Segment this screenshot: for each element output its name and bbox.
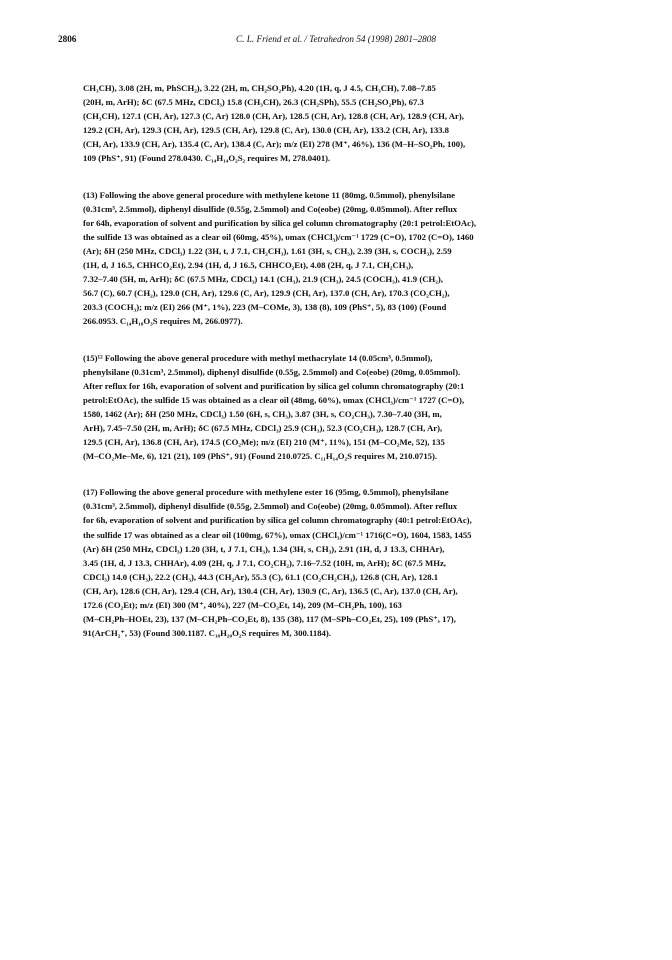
text-line: for 64h, evaporation of solvent and purification by silica gel column chromatography (20:1 petrol:EtOAc),	[83, 217, 477, 228]
text-line: (CH₃CH), 127.1 (CH, Ar), 127.3 (C, Ar) 128.0 (CH, Ar), 128.5 (CH, Ar), 128.8 (CH, Ar), 128.9 (CH, Ar),	[83, 111, 464, 122]
text-line: (Ar); δH (250 MHz, CDCl₃) 1.22 (3H, t, J 7.1, CH₂CH₃), 1.61 (3H, s, CH₃), 2.39 (3H, s, COCH₃), 2.59	[83, 245, 452, 256]
text-line: 7.32–7.40 (5H, m, ArH); δC (67.5 MHz, CDCl₃) 14.1 (CH₃), 21.9 (CH₃), 24.5 (COCH₃), 41.9 (CH₂),	[83, 274, 443, 285]
text-line: 109 (PhS⁺, 91) (Found 278.0430. C₁₄H₁₄O₂S₂ requires M, 278.0401).	[83, 153, 331, 164]
text-line: (13) Following the above general procedure with methylene ketone 11 (80mg, 0.5mmol), phenylsilane	[83, 189, 456, 200]
page-header	[58, 34, 614, 50]
text-line: After reflux for 16h, evaporation of solvent and purification by silica gel column chromatography (20:1	[83, 380, 465, 391]
text-line: for 6h, evaporation of solvent and purification by silica gel column chromatography (40:1 petrol:EtOAc),	[83, 515, 472, 526]
paragraph-compound-17	[83, 485, 591, 640]
text-line: (15)¹² Following the above general procedure with methyl methacrylate 14 (0.05cm³, 0.5mmol),	[83, 352, 433, 363]
paragraph-compound-continuation	[83, 81, 591, 166]
text-line: (M–CH₂Ph–HOEt, 23), 137 (M–CH₂Ph–CO₂Et, 8), 135 (38), 117 (M–SPh–CO₂Et, 25), 109 (PhS⁺, 17),	[83, 614, 456, 625]
text-line: the sulfide 17 was obtained as a clear oil (100mg, 67%), υmax (CHCl₃)/cm⁻¹ 1716(C=O), 1604, 1583, 1455	[83, 529, 472, 540]
text-line: phenylsilane (0.31cm³, 2.5mmol), diphenyl disulfide (0.55g, 2.5mmol) and Co(eobe) (20mg, 0.05mmol).	[83, 366, 461, 377]
text-line: 129.2 (CH, Ar), 129.3 (CH, Ar), 129.5 (CH, Ar), 129.8 (C, Ar), 130.0 (CH, Ar), 133.2 (CH, Ar), 133.8	[83, 125, 450, 136]
text-line: the sulfide 13 was obtained as a clear oil (60mg, 45%), υmax (CHCl₃)/cm⁻¹ 1729 (C=O), 1702 (C=O), 1460	[83, 231, 474, 242]
experimental-text	[83, 81, 591, 662]
text-line: 203.3 (COCH₃); m/z (EI) 266 (M⁺, 1%), 223 (M–COMe, 3), 138 (8), 109 (PhS⁺, 5), 83 (100) (Found	[83, 302, 447, 313]
text-line: (Ar) δH (250 MHz, CDCl₃) 1.20 (3H, t, J 7.1, CH₃), 1.34 (3H, s, CH₃), 2.91 (1H, d, J 13.3, CHHAr),	[83, 543, 445, 554]
paragraph-compound-15	[83, 351, 591, 464]
text-line: (CH, Ar), 133.9 (CH, Ar), 135.4 (C, Ar), 138.4 (C, Ar); m/z (EI) 278 (M⁺, 46%), 136 (M–H–SO₂Ph, 100),	[83, 139, 466, 150]
text-line: (0.31cm³, 2.5mmol), diphenyl disulfide (0.55g, 2.5mmol) and Co(eobe) (20mg, 0.05mmol). After reflux	[83, 501, 458, 512]
text-line: (20H, m, ArH); δC (67.5 MHz, CDCl₃) 15.8 (CH₃CH), 26.3 (CH₂SPh), 55.5 (CH₂SO₂Ph), 67.3	[83, 97, 424, 108]
text-line: (17) Following the above general procedure with methylene ester 16 (95mg, 0.5mmol), phenylsilane	[83, 487, 449, 498]
text-line: (M–CO₂Me–Me, 6), 121 (21), 109 (PhS⁺, 91) (Found 210.0725. C₁₁H₁₄O₂S requires M, 210.0715).	[83, 451, 438, 462]
text-line: (0.31cm³, 2.5mmol), diphenyl disulfide (0.55g, 2.5mmol) and Co(eobe) (20mg, 0.05mmol). After reflux	[83, 203, 458, 214]
text-line: ArH), 7.45–7.50 (2H, m, ArH); δC (67.5 MHz, CDCl₃) 25.9 (CH₃), 52.3 (CO₂CH₃), 128.7 (CH, Ar),	[83, 422, 443, 433]
text-line: 172.6 (CO₂Et); m/z (EI) 300 (M⁺, 40%), 227 (M–CO₂Et, 14), 209 (M–CH₂Ph, 100), 163	[83, 600, 402, 610]
text-line: 56.7 (C), 60.7 (CH₂), 129.0 (CH, Ar), 129.6 (C, Ar), 129.9 (CH, Ar), 137.0 (CH, Ar), 170.3 (CO₂CH₂),	[83, 288, 450, 299]
text-line: petrol:EtOAc), the sulfide 15 was obtained as a clear oil (48mg, 60%), υmax (CHCl₃)/cm⁻¹ 1727 (C=O),	[83, 394, 465, 405]
page-number: 2806	[58, 34, 77, 44]
text-line: 91(ArCH₂⁺, 53) (Found 300.1187. C₁₈H₂₀O₂S requires M, 300.1184).	[83, 628, 331, 639]
paragraph-compound-13	[83, 188, 591, 329]
running-head: C. L. Friend et al. / Tetrahedron 54 (1998) 2801–2808	[236, 34, 436, 44]
text-line: (CH, Ar), 128.6 (CH, Ar), 129.4 (CH, Ar), 130.4 (CH, Ar), 130.9 (C, Ar), 136.5 (C, Ar), 137.0 (CH, Ar),	[83, 585, 458, 596]
text-line: CDCl₃) 14.0 (CH₃), 22.2 (CH₃), 44.3 (CH₂Ar), 55.3 (C), 61.1 (CO₂CH₂CH₃), 126.8 (CH, Ar), 128.1	[83, 571, 439, 582]
text-line: 129.5 (CH, Ar), 136.8 (CH, Ar), 174.5 (CO₂Me); m/z (EI) 210 (M⁺, 11%), 151 (M–CO₂Me, 52), 135	[83, 437, 445, 448]
text-line: 3.45 (1H, d, J 13.3, CHHAr), 4.09 (2H, q, J 7.1, CO₂CH₂), 7.16–7.52 (10H, m, ArH); δC (67.5 MHz,	[83, 557, 446, 568]
text-line: 266.0953. C₁₄H₁₈O₃S requires M, 266.0977).	[83, 316, 243, 327]
text-line: 1580, 1462 (Ar); δH (250 MHz, CDCl₃) 1.50 (6H, s, CH₃), 3.87 (3H, s, CO₂CH₃), 7.30–7.40 (3H, m,	[83, 408, 442, 419]
text-line: (1H, d, J 16.5, CHHCO₂Et), 2.94 (1H, d, J 16.5, CHHCO₂Et), 4.08 (2H, q, J 7.1, CH₂CH₃),	[83, 260, 414, 271]
text-line: CH₃CH), 3.08 (2H, m, PhSCH₂), 3.22 (2H, m, CH₂SO₂Ph), 4.20 (1H, q, J 4.5, CH₃CH), 7.08–7.85	[83, 83, 436, 93]
